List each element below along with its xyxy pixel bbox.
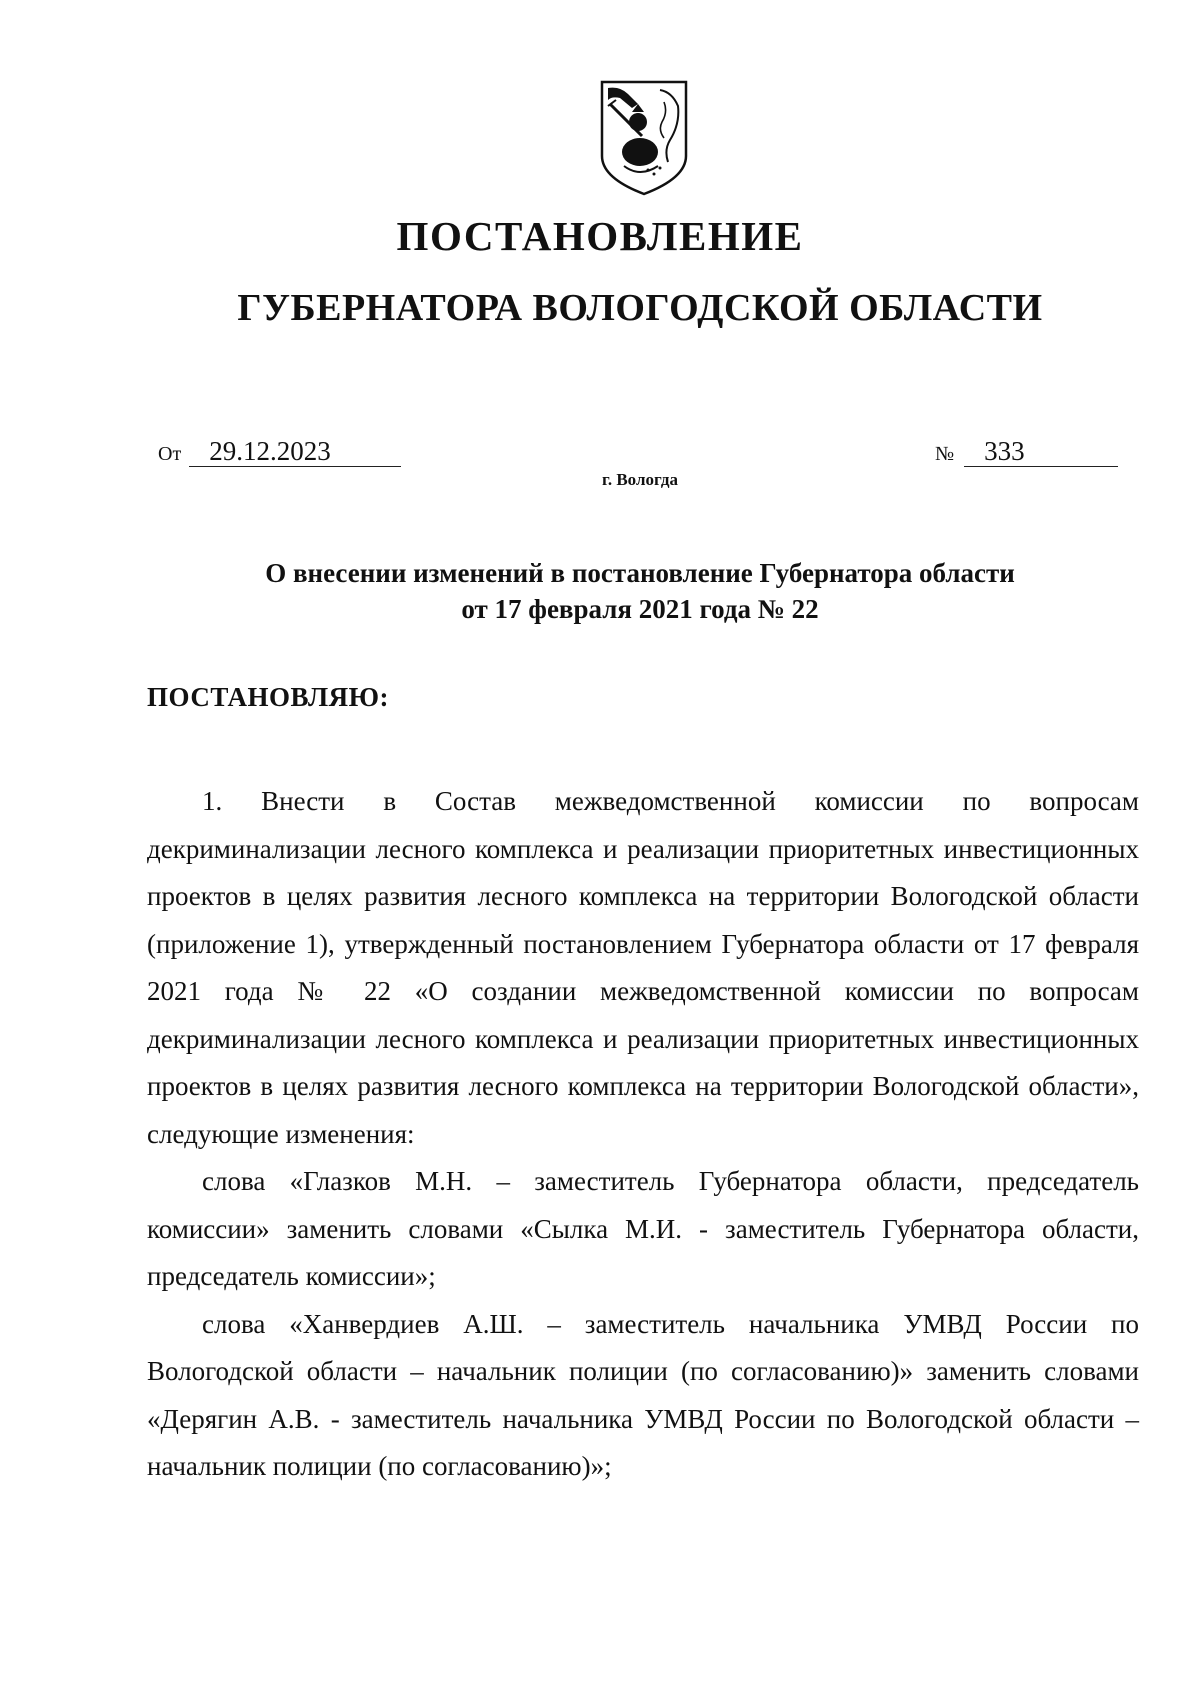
city-label: г. Вологда [602, 470, 678, 489]
date-value: 29.12.2023 [189, 436, 401, 467]
vologda-coat-of-arms-icon [598, 78, 690, 196]
document-subject [0, 555, 1200, 627]
date-field [158, 436, 401, 467]
date-prefix-label: От [158, 443, 182, 465]
body-paragraph: слова «Ханвердиев А.Ш. – заместитель начальника УМВД России по Вологодской области – начальник полиции (по согласованию)» заменить словами «Дерягин А.В. - заместитель начальника УМВД России по Вологодской области – начальник полиции (по согласованию)»; [147, 1308, 1139, 1481]
body-paragraph: 1. Внести в Состав межведомственной комиссии по вопросам декриминализации лесного комплекса и реализации приоритетных инвестиционных проектов в целях развития лесного комплекса на территории Вологодской области (приложение 1), утвержденный постановлением Губернатора области от 17 февраля 2021 года № 22 «О создании межведомственной комиссии по вопросам декриминализации лесного комплекса и реализации приоритетных инвестиционных проектов в целях развития лесного комплекса на территории Вологодской области», следующие изменения: [147, 786, 1139, 1149]
subject-line-1: О внесении изменений в постановление Губернатора области [265, 558, 1015, 588]
subject-line-2: от 17 февраля 2021 года № 22 [461, 594, 819, 624]
body-paragraph: слова «Глазков М.Н. – заместитель Губернатора области, председатель комиссии» заменить словами «Сылка М.И. - заместитель Губернатора области, председатель комиссии»; [147, 1166, 1139, 1291]
document-body [147, 778, 1139, 1491]
number-field [935, 436, 1118, 467]
number-sign-label: № [935, 443, 955, 465]
decree-heading: ПОСТАНОВЛЯЮ: [147, 682, 389, 712]
document-title: ПОСТАНОВЛЕНИЕ [396, 213, 804, 259]
document-issuer: ГУБЕРНАТОРА ВОЛОГОДСКОЙ ОБЛАСТИ [237, 287, 1043, 329]
number-value: 333 [964, 436, 1118, 467]
